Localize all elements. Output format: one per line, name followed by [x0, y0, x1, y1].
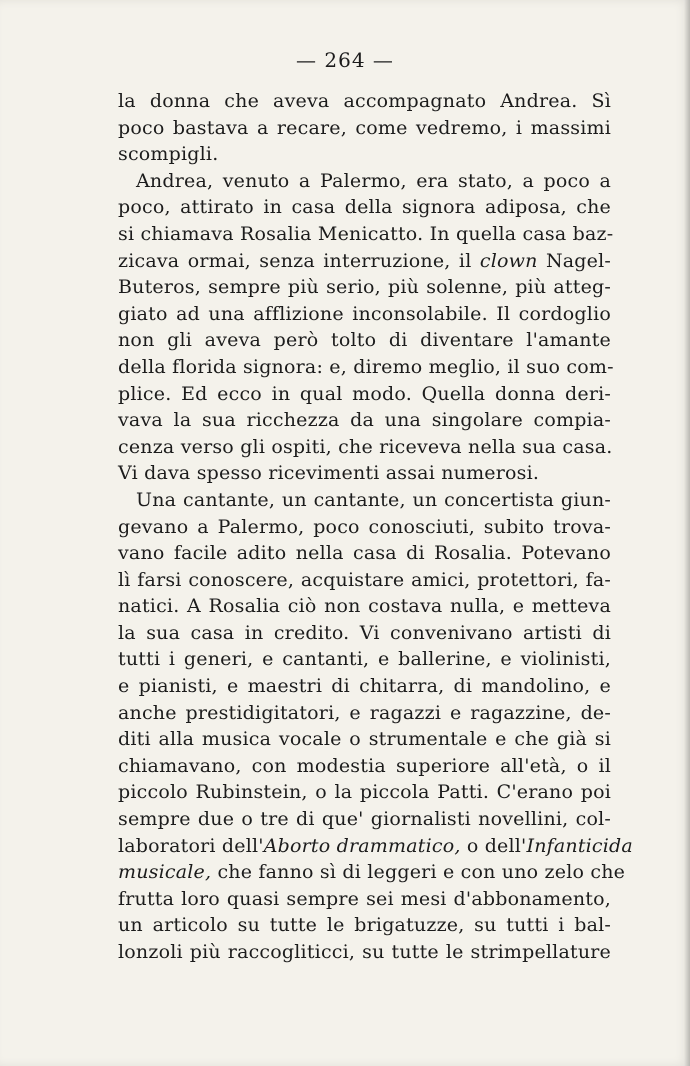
- text-run: la sua casa in credito. Vi convenivano artisti di: [118, 621, 611, 644]
- text-line: [118, 168, 611, 195]
- text-line: [118, 886, 611, 913]
- text-line: [118, 779, 611, 806]
- text-run: non gli aveva però tolto di diventare l'amante: [118, 329, 611, 352]
- text-line: [118, 194, 611, 221]
- text-run: Vi dava spesso ricevimenti assai numerosi.: [118, 462, 540, 485]
- text-line: [118, 115, 611, 142]
- text-line: [118, 88, 611, 115]
- text-line: [118, 593, 611, 620]
- text-run: natici. A Rosalia ciò non costava nulla, e metteva: [118, 595, 611, 618]
- text-line: [118, 141, 611, 168]
- text-line: [118, 646, 611, 673]
- text-line: [118, 567, 611, 594]
- text-run: lonzoli più raccogliticci, su tutte le strimpellature: [118, 941, 611, 963]
- italic-title: Aborto drammatico,: [263, 834, 461, 857]
- text-run: Andrea, venuto a Palermo, era stato, a poco a: [136, 169, 611, 192]
- text-line: [118, 939, 611, 966]
- text-line: [118, 301, 611, 328]
- page-number: — 264 —: [296, 48, 394, 72]
- italic-title: clown: [479, 249, 538, 272]
- text-run: o dell': [460, 834, 527, 857]
- text-line: [118, 859, 626, 886]
- text-line: [118, 327, 611, 354]
- text-line: [118, 700, 611, 727]
- text-run: della florida signora: e, diremo meglio, il suo com-: [118, 355, 614, 378]
- body-text: [118, 88, 633, 966]
- text-line: [118, 248, 611, 275]
- text-line: [118, 514, 611, 541]
- text-run: diti alla musica vocale o strumentale e che già si: [118, 728, 611, 751]
- text-run: un articolo su tutte le brigatuzze, su tutti i bal-: [118, 914, 611, 937]
- text-run: che fanno sì di leggeri e con uno zelo che: [211, 861, 626, 884]
- text-run: scompigli.: [118, 143, 219, 166]
- text-run: Nagel-: [537, 249, 612, 272]
- text-run: anche prestidigitatori, e ragazzi e ragazzine, de-: [118, 701, 611, 724]
- text-line: [118, 274, 611, 301]
- text-line: [118, 434, 611, 461]
- text-line: [118, 407, 611, 434]
- text-run: si chiamava Rosalia Menicatto. In quella casa baz-: [118, 222, 614, 245]
- text-run: cenza verso gli ospiti, che riceveva nella sua casa.: [118, 435, 613, 458]
- text-line: [118, 354, 614, 381]
- text-run: chiamavano, con modestia superiore all'età, o il: [118, 754, 611, 777]
- italic-title: Infanticida: [526, 834, 633, 857]
- text-run: frutta loro quasi sempre sei mesi d'abbonamento,: [118, 887, 611, 910]
- text-line: [118, 540, 611, 567]
- text-line: [118, 487, 611, 514]
- text-run: plice. Ed ecco in qual modo. Quella donna deri-: [118, 382, 611, 405]
- text-run: poco bastava a recare, come vedremo, i massimi: [118, 116, 611, 139]
- text-run: la donna che aveva accompagnato Andrea. Sì: [118, 90, 611, 112]
- text-line: [118, 753, 611, 780]
- text-line: [118, 221, 614, 248]
- text-run: vava la sua ricchezza da una singolare compia-: [118, 409, 611, 432]
- text-line: [118, 806, 611, 833]
- italic-title: musicale,: [118, 861, 212, 884]
- text-run: gevano a Palermo, poco conosciuti, subito trova-: [118, 515, 611, 538]
- text-run: lì farsi conoscere, acquistare amici, protettori, fa-: [118, 568, 611, 591]
- text-line: [118, 673, 611, 700]
- text-run: Una cantante, un cantante, un concertista giun-: [136, 488, 611, 511]
- text-run: Buteros, sempre più serio, più solenne, più atteg-: [118, 276, 611, 299]
- text-run: giato ad una afflizione inconsolabile. Il cordoglio: [118, 302, 611, 325]
- paragraph: [118, 88, 611, 168]
- text-line: [118, 381, 611, 408]
- text-run: sempre due o tre di que' giornalisti novellini, col-: [118, 808, 611, 831]
- text-line: [118, 912, 611, 939]
- text-run: vano facile adito nella casa di Rosalia. Potevano: [118, 542, 611, 565]
- text-run: laboratori dell': [118, 834, 264, 857]
- text-run: tutti i generi, e cantanti, e ballerine, e violinisti,: [118, 648, 611, 671]
- paragraph: [118, 168, 614, 487]
- text-run: piccolo Rubinstein, o la piccola Patti. C'erano poi: [118, 781, 611, 804]
- text-line: [118, 460, 611, 487]
- text-run: poco, attirato in casa della signora adiposa, che: [118, 196, 611, 219]
- text-run: e pianisti, e maestri di chitarra, di mandolino, e: [118, 675, 611, 698]
- text-run: zicava ormai, senza interruzione, il: [118, 249, 480, 272]
- paragraph: [118, 487, 633, 966]
- text-line: [118, 620, 611, 647]
- page-edge-shadow: [684, 0, 690, 1066]
- text-line: [118, 726, 611, 753]
- text-line: [118, 833, 633, 860]
